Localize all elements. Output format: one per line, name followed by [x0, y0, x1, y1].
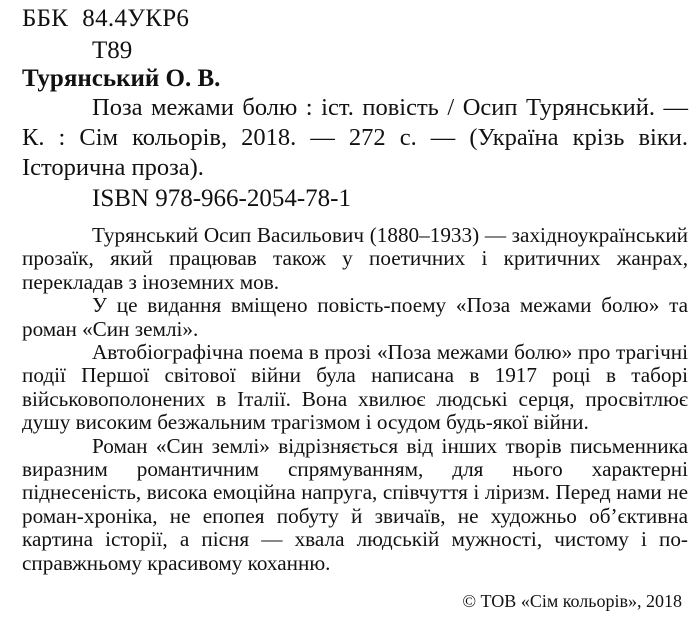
author-sign: Т89: [92, 37, 133, 64]
bbk-code: 84.4УКР6: [82, 5, 190, 32]
annotation: [22, 224, 688, 575]
author-heading: Турянський О. В.: [22, 65, 221, 92]
isbn: ISBN 978-966-2054-78-1: [92, 185, 352, 212]
bibliographic-description: Поза межами болю : іст. повість / Осип Турянський. — К. : Сім кольорів, 2018. — 272 с. — (Україна крізь віки. Історична проза).: [22, 94, 688, 181]
copyright-notice: © ТОВ «Сім кольорів», 2018: [462, 591, 682, 611]
annotation-paragraph: У це видання вміщено повість-поему «Поза межами болю» та роман «Син землі».: [22, 293, 688, 341]
annotation-paragraph: Турянський Осип Васильович (1880–1933) — західноукраїнський прозаїк, який працював також у поетичних і критичних жанрах, перекладав з іноземних мов.: [22, 223, 688, 294]
bbk-classification: [22, 4, 189, 34]
bbk-label: ББК: [22, 5, 69, 32]
annotation-paragraph: Роман «Син землі» відрізняється від інших творів письменника виразним романтичним спрямуванням, для нього характерні піднесеність, висока емоційна напруга, співчуття і ліризм. Перед нами не роман-хроніка, не епопея побуту й звичаїв, не художньо об’єктивна картина історії, а пісня — хвала людській мужності, чистому і по-справжньому красивому коханню.: [22, 433, 688, 575]
annotation-paragraph: Автобіографічна поема в прозі «Поза межами болю» про трагічні події Першої світової війни була написана в 1917 році в таборі військовополонених в Італії. Вона хвилює людські серця, просвітлює душу високим безжальним трагізмом і осудом будь-якої війни.: [22, 340, 688, 435]
